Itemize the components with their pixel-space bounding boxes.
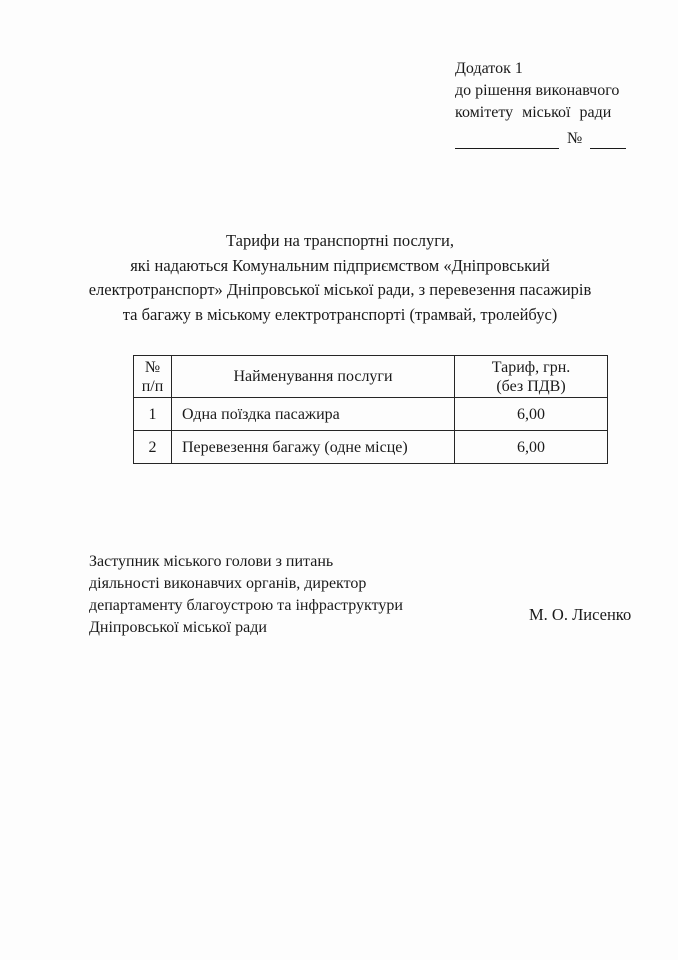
row-number-cell: 1 xyxy=(134,398,172,431)
title-line: які надаються Комунальним підприємством «Дніпровський xyxy=(130,255,550,275)
service-name-cell: Перевезення багажу (одне місце) xyxy=(172,431,455,464)
date-and-number-line xyxy=(455,127,645,149)
appendix-ref-line: комітету міської ради xyxy=(455,104,612,121)
row-number-cell: 2 xyxy=(134,431,172,464)
document-title xyxy=(40,229,640,327)
title-line: Тарифи на транспортні послуги, xyxy=(225,231,455,250)
appendix-number: Додаток 1 xyxy=(455,60,523,77)
service-name-cell: Одна поїздка пасажира xyxy=(172,398,455,431)
signatory-name: М. О. Лисенко xyxy=(529,605,632,624)
tariff-value-cell: 6,00 xyxy=(455,431,608,464)
column-header-service: Найменування послуги xyxy=(172,356,455,398)
appendix-ref-line: до рішення виконавчого xyxy=(455,82,620,99)
signatory-position-line: департаменту благоустрою та інфраструктури xyxy=(89,597,403,614)
tariff-table xyxy=(133,355,608,464)
column-header-tariff-line2: (без ПДВ) xyxy=(496,377,566,395)
table-header-row xyxy=(134,356,608,398)
tariff-value-cell: 6,00 xyxy=(455,398,608,431)
signature-block xyxy=(89,551,449,639)
number-sign: № xyxy=(567,130,583,147)
signatory-position-line: Заступник міського голови з питань xyxy=(89,553,334,570)
column-header-num-line2: п/п xyxy=(141,377,164,395)
column-header-tariff-line1: Тариф, грн. xyxy=(491,358,571,376)
signatory-position-line: діяльності виконавчих органів, директор xyxy=(89,575,367,592)
column-header-num-line1: № xyxy=(144,358,161,376)
number-blank-line xyxy=(590,130,626,149)
table-row xyxy=(134,431,608,464)
title-line: та багажу в міському електротранспорті (трамвай, тролейбус) xyxy=(122,304,558,324)
date-blank-line xyxy=(455,130,559,149)
table-row xyxy=(134,398,608,431)
column-header-tariff xyxy=(455,356,608,398)
column-header-num xyxy=(134,356,172,398)
appendix-header xyxy=(455,58,645,149)
signatory-position-line: Дніпровської міської ради xyxy=(89,619,267,636)
title-line: електротранспорт» Дніпровської міської ради, з перевезення пасажирів xyxy=(88,280,592,299)
